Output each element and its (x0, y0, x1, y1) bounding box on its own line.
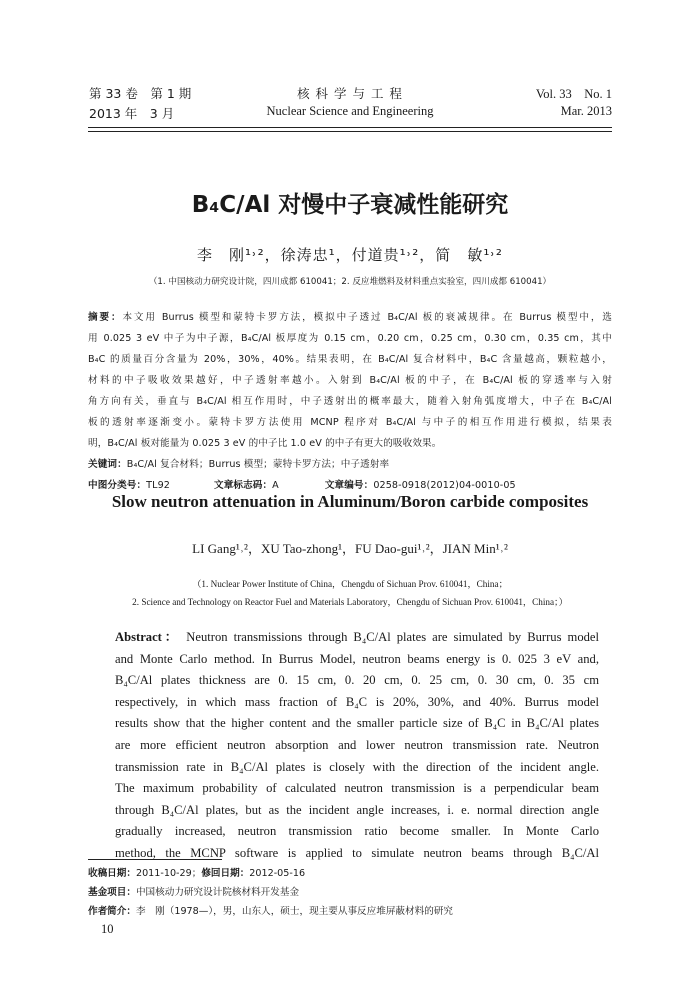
volume-issue-zh: 第 33 卷 第 1 期 (89, 86, 192, 101)
authors-en: LI Gang¹˒²，XU Tao-zhong¹，FU Dao-gui¹˒²，JIAN Min¹˒² (192, 541, 508, 556)
article-number-label: 文章编号： (324, 480, 374, 491)
footnote-rule (88, 859, 222, 860)
abstract-zh-line: 摘要：本文用 Burrus 模型和蒙特卡罗方法，模拟中子透过 B₄C/Al 板的衰减规律。在 Burrus 模型中，选 (88, 312, 612, 323)
journal-title-en: Nuclear Science and Engineering (266, 104, 434, 118)
keywords-zh (88, 454, 612, 475)
date-en: Mar. 2013 (560, 104, 612, 118)
keywords-zh-text: B₄C/Al 复合材料；Burrus 模型；蒙特卡罗方法；中子透射率 (126, 459, 390, 470)
keywords-zh-label: 关键词： (88, 459, 127, 470)
abstract-zh-line: 材料的中子吸收效果越好，中子透射率越小。入射到 B₄C/Al 板的中子，在 B₄C/Al 板的穿透率与入射 (88, 375, 612, 386)
abstract-zh-line: 明，B₄C/Al 板对能量为 0.025 3 eV 的中子比 1.0 eV 的中子有更大的吸收效果。 (88, 438, 442, 449)
abstract-zh-line: 角方向有关，垂直与 B₄C/Al 相互作用时，中子透射出的概率最大，随着入射角弧度增大，中子在 B₄C/Al (88, 396, 612, 407)
abstract-en-line: and Monte Carlo method. In Burrus Model, neutron beams energy is 0. 025 3 eV and, (115, 651, 599, 666)
affiliation-en-line1: （1. Nuclear Power Institute of China，Chengdu of Sichuan Prov. 610041，China； (192, 579, 508, 589)
authors-zh: 李 刚¹˒²，徐涛忠¹，付道贵¹˒²，简 敏¹˒² (197, 246, 503, 264)
abstract-en-line: transmission rate in B₄C/Al plates is closely with the direction of the incident angle. (115, 759, 599, 774)
abstract-en-line: results show that the higher content and the smaller particle size of B₄C in B₄C/Al plates (115, 716, 599, 731)
abstract-en-line: Abstract： Neutron transmissions through B₄C/Al plates are simulated by Burrus model (115, 630, 599, 644)
abstract-en (115, 627, 599, 865)
footnote-author: 作者简介：李 刚（1978—），男，山东人，硕士，现主要从事反应堆屏蔽材料的研究 (88, 906, 453, 917)
abstract-zh-line: 板的透射率逐渐变小。蒙特卡罗方法使用 MCNP 程序对 B₄C/Al 与中子的相互作用进行模拟，结果表 (88, 417, 612, 428)
journal-title-zh: 核 科 学 与 工 程 (297, 86, 403, 101)
doc-code-value: A (272, 480, 279, 491)
abstract-zh (88, 307, 612, 496)
page-number: 10 (101, 922, 114, 936)
abstract-en-line: The maximum probability of calculated neutron transmission is a perpendicular beam (115, 781, 599, 796)
paper-title-en: Slow neutron attenuation in Aluminum/Boron carbide composites (111, 492, 589, 511)
abstract-en-line: are more efficient neutron absorption and lower neutron transmission rate. Neutron (115, 737, 599, 752)
abstract-en-line: respectively, in which mass fraction of B₄C is 20%, 30%, and 40%. Burrus model (115, 694, 599, 709)
doc-code-label: 文章标志码： (214, 480, 273, 491)
abstract-zh-line: B₄C 的质量百分含量为 20%，30%，40%。结果表明，在 B₄C/Al 复合材料中，B₄C 含量越高，颗粒越小， (88, 354, 612, 365)
date-zh: 2013 年 3 月 (89, 106, 175, 121)
clc-label: 中图分类号： (88, 480, 147, 491)
abstract-en-line: B₄C/Al plates thickness are 0. 15 cm, 0. 20 cm, 0. 25 cm, 0. 30 cm, 0. 35 cm (115, 673, 599, 688)
article-number-value: 0258-0918(2012)04-0010-05 (373, 480, 516, 491)
volume-issue-en: Vol. 33 No. 1 (535, 87, 612, 101)
abstract-en-label: Abstract： (115, 630, 181, 644)
footnotes (88, 864, 453, 921)
paper-title-zh: B₄C/Al 对慢中子衰减性能研究 (191, 192, 509, 218)
header-rule-thin (88, 131, 612, 132)
clc-value: TL92 (146, 480, 170, 491)
abstract-en-line: through B₄C/Al plates, but as the incident angle increases, i. e. normal direction angle (115, 802, 599, 817)
abstract-zh-label: 摘要： (88, 312, 123, 323)
abstract-en-line: method, the MCNP software is applied to simulate neutron beams through B₄C/Al (115, 845, 599, 860)
footnote-dates: 收稿日期：2011-10-29；修回日期：2012-05-16 (88, 868, 306, 879)
affiliation-zh: （1. 中国核动力研究设计院，四川成都 610041；2. 反应堆燃料及材料重点实验室，四川成都 610041） (148, 277, 552, 287)
abstract-en-line: gradually increased, neutron transmission ratio become smaller. In Monte Carlo (115, 824, 599, 839)
affiliation-en-line2: 2. Science and Technology on Reactor Fuel and Materials Laboratory，Chengdu of Sichuan Prov. 610041，China；） (132, 597, 568, 607)
header-rule-thick (88, 127, 612, 128)
abstract-zh-line: 用 0.025 3 eV 中子为中子源，B₄C/Al 板厚度为 0.15 cm，0.20 cm，0.25 cm，0.30 cm，0.35 cm，其中 (88, 333, 612, 344)
footnote-fund: 基金项目：中国核动力研究设计院核材料开发基金 (88, 887, 300, 898)
